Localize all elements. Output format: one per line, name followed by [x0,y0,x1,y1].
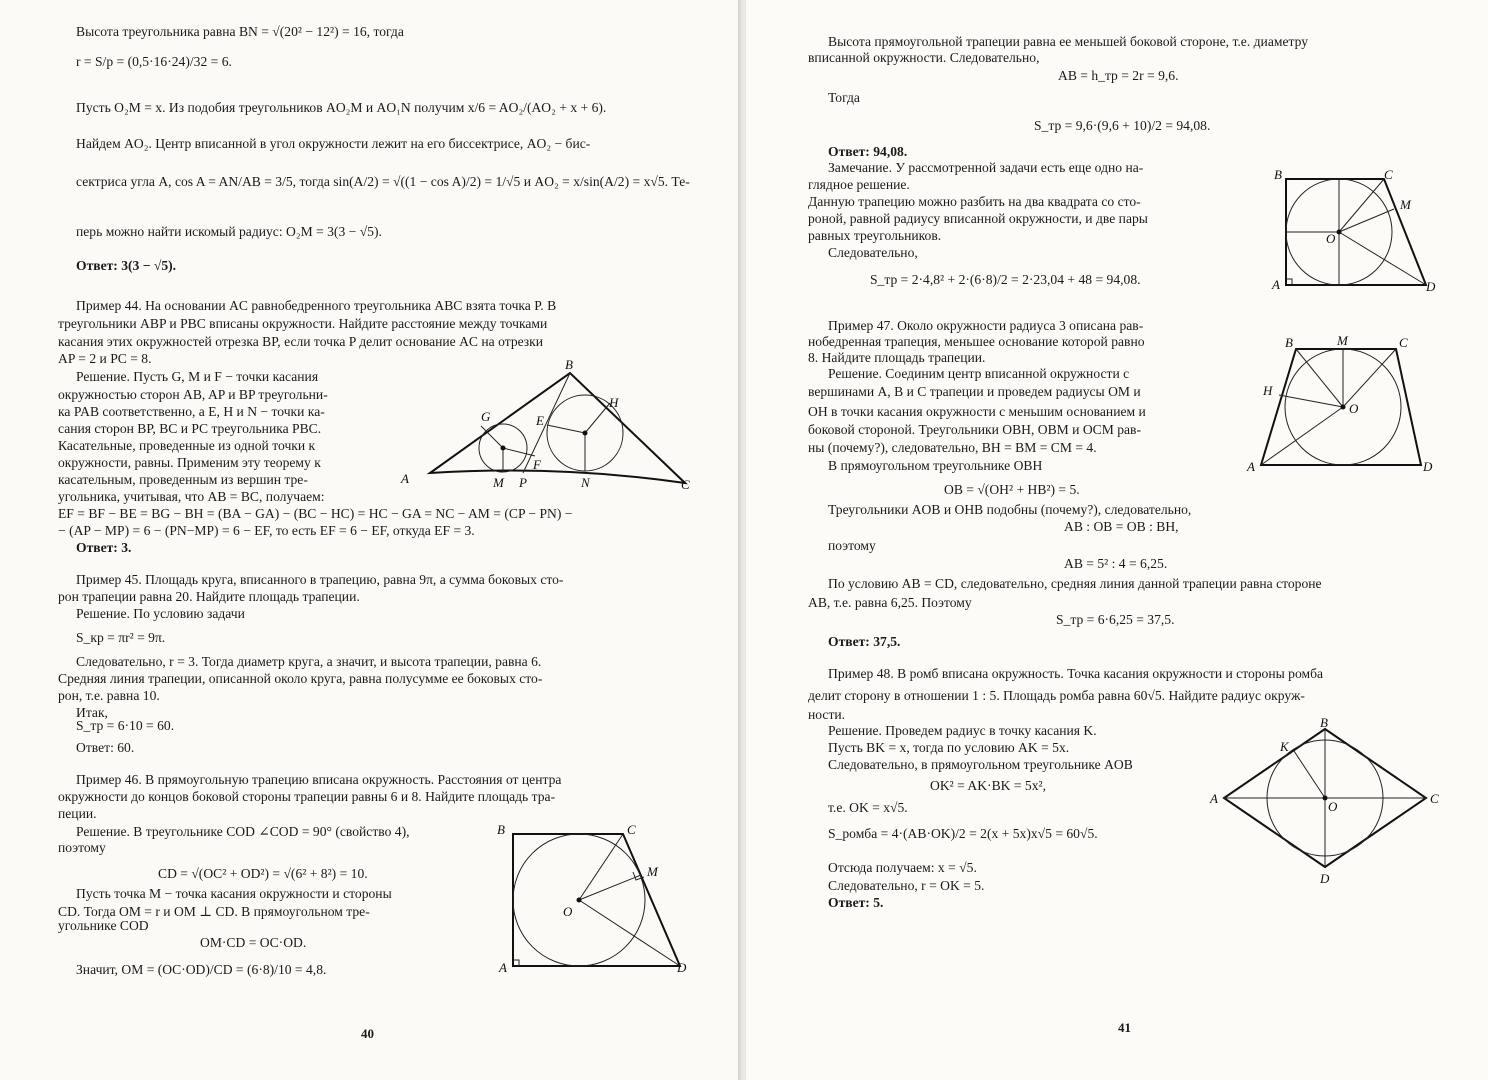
answer: Ответ: 94,08. [828,144,908,159]
text-line: перь можно найти искомый радиус: O₂M = 3(3 − √5). [76,224,382,239]
formula: OK² = AK·BK = 5x², [930,778,1046,793]
trapezoid-figure-46 [495,820,700,980]
text-line: CD. Тогда OM = r и OM ⊥ CD. В прямоугольном тре- [58,904,370,919]
label-M: M [1400,197,1411,212]
text-line: рон, т.е. равна 10. [58,688,160,703]
label-C: C [1430,791,1439,806]
text-line: боковой стороной. Треугольники OBH, OBM и OCM рав- [808,422,1141,437]
label-C: C [627,822,636,837]
label-A: A [1247,459,1255,474]
text-line: Данную трапецию можно разбить на два квадрата со сто- [808,194,1141,209]
text-line: AB, т.е. равна 6,25. Поэтому [808,595,972,610]
text-line: ности. [808,707,846,722]
formula: S_тр = 9,6·(9,6 + 10)/2 = 94,08. [1034,118,1211,133]
text-line: Следовательно, [828,245,918,260]
formula: S_тр = 6·10 = 60. [76,718,175,733]
text-line: окружности, равны. Применим эту теорему к [58,455,321,470]
label-D: D [677,960,687,975]
text-line: Итак, [76,705,108,720]
label-H: H [609,395,619,410]
text-line: Следовательно, r = OK = 5. [828,878,985,893]
text-line: Следовательно, r = 3. Тогда диаметр круга, а значит, и высота трапеции, равна 6. [76,654,542,669]
formula: AB = 5² : 4 = 6,25. [1064,556,1168,571]
text-line: поэтому [828,538,876,553]
label-M: M [1337,333,1348,348]
triangle-figure-44 [395,355,705,495]
text-line: Решение. Пусть G, M и F − точки касания [76,369,319,384]
label-O: O [1326,231,1336,246]
label-B: B [565,357,573,372]
formula: OM·CD = OC·OD. [200,935,307,950]
text-line: Следовательно, в прямоугольном треугольнике AOB [828,757,1133,772]
formula: S_тр = 2·4,8² + 2·(6·8)/2 = 2·23,04 + 48 = 94,08. [870,272,1141,287]
text-line: сания сторон BP, BC и PC треугольника PBC. [58,421,322,436]
label-A: A [401,471,409,486]
text-line: Решение. По условию задачи [76,606,245,621]
text-line: OH в точки касания окружности с меньшим основанием и [808,404,1146,419]
formula: S_тр = 6·6,25 = 37,5. [1056,612,1175,627]
text-line: По условию AB = CD, следовательно, средняя линия данной трапеции равна стороне [828,576,1322,591]
text-line: Высота треугольника равна BN = √(20² − 12²) = 16, тогда [76,24,404,39]
answer: Ответ: 3(3 − √5). [76,258,177,273]
left-page [0,0,742,1080]
label-C: C [681,477,690,492]
label-A: A [1210,791,1218,806]
answer: Ответ: 3. [76,540,132,555]
label-A: A [499,960,507,975]
formula: Значит, OM = (OC·OD)/CD = (6·8)/10 = 4,8. [76,962,327,977]
text-line: окружности до концов боковой стороны трапеции равны 6 и 8. Найдите площадь тра- [58,789,556,804]
formula: AB = h_тр = 2r = 9,6. [1058,68,1179,83]
text-line: 8. Найдите площадь трапеции. [808,350,986,365]
label-D: D [1423,459,1433,474]
formula: S_ромба = 4·(AB·OK)/2 = 2(x + 5x)x√5 = 60√5. [828,826,1098,841]
text-line: Решение. В треугольнике COD ∠COD = 90° (свойство 4), [76,824,410,839]
text-line: AP = 2 и PC = 8. [58,351,152,366]
text-line: касания этих окружностей отрезка BP, если точка P делит основание AC на отрезки [58,334,544,349]
label-B: B [497,822,505,837]
formula: S_кр = πr² = 9π. [76,630,166,645]
label-D: D [1320,871,1330,886]
label-K: K [1280,739,1289,754]
label-F: F [533,457,541,472]
text-line: треугольники ABP и PBC вписаны окружности. Найдите расстояние между точками [58,316,548,331]
label-C: C [1384,167,1393,182]
text-line: угольнике COD [58,918,149,933]
text-line: Средняя линия трапеции, описанной около круга, равна полусумме ее боковых сто- [58,671,543,686]
page-number: 41 [1118,1020,1131,1035]
text-line: вписанной окружности. Следовательно, [808,50,1040,65]
label-M: M [647,864,658,879]
text-line: вершинами A, B и C трапеции и проведем радиусы OM и [808,384,1141,399]
text-line: Пример 44. На основании AC равнобедренного треугольника ABC взята точка P. В [76,298,557,313]
text-line: Решение. Проведем радиус в точку касания K. [828,723,1097,738]
label-H: H [1263,383,1273,398]
text-line: нобедренная трапеция, меньшее основание которой равно [808,334,1145,349]
formula: CD = √(OC² + OD²) = √(6² + 8²) = 10. [158,866,368,881]
text-line: глядное решение. [808,177,910,192]
label-A: A [1272,277,1280,292]
label-O: O [1349,401,1359,416]
answer: Ответ: 5. [828,895,884,910]
text-line: ны (почему?), следовательно, BH = BM = CM = 4. [808,440,1097,455]
text-line: Пример 45. Площадь круга, вписанного в трапецию, равна 9π, а сумма боковых сто- [76,572,564,587]
formula: OB = √(OH² + HB²) = 5. [944,482,1080,497]
rhombus-figure-48 [1208,715,1438,885]
label-N: N [581,475,590,490]
text-line: Треугольники AOB и OHB подобны (почему?), следовательно, [828,502,1192,517]
label-G: G [481,409,491,424]
text-line: Решение. Соединим центр вписанной окружности с [828,366,1130,381]
text-line: касательным, проведенным из вершин тре- [58,472,308,487]
label-B: B [1285,335,1293,350]
text-line: роной, равной радиусу вписанной окружности, и две пары [808,211,1148,226]
text-line: поэтому [58,840,106,855]
label-B: B [1320,715,1328,730]
text-line: т.е. OK = x√5. [828,800,908,815]
text-line: Пример 46. В прямоугольную трапецию вписана окружность. Расстояния от центра [76,772,562,787]
text-line: Замечание. У рассмотренной задачи есть еще одно на- [828,160,1144,175]
text-line: Пусть BK = x, тогда по условию AK = 5x. [828,740,1070,755]
label-E: E [536,413,544,428]
text-line: Пример 47. Около окружности радиуса 3 описана рав- [828,318,1144,333]
text-line: Пусть O₂M = x. Из подобия треугольников AO₂M и AO₁N получим x/6 = AO₂/(AO₂ + x + 6). [76,100,607,115]
text-line: угольника, учитывая, что AB = BC, получаем: [58,489,325,504]
text-line: Касательные, проведенные из одной точки к [58,438,316,453]
text-line: Тогда [828,90,860,105]
text-line: пеции. [58,806,97,821]
text-line: окружностью сторон AB, AP и BP треугольни- [58,387,328,402]
text-line: рон трапеции равна 20. Найдите площадь трапеции. [58,589,360,604]
label-P: P [519,475,527,490]
text-line: делит сторону в отношении 1 : 5. Площадь ромба равна 60√5. Найдите радиус окруж- [808,688,1305,703]
label-M: M [493,475,504,490]
label-D: D [1426,279,1436,294]
label-O: O [563,904,573,919]
label-B: B [1274,167,1282,182]
formula: AB : OB = OB : BH, [1064,519,1179,534]
trapezoid-figure-47 [1247,333,1451,475]
text-line: Высота прямоугольной трапеции равна ее меньшей боковой стороне, т.е. диаметру [828,34,1309,49]
text-line: ка PAB соответственно, а E, H и N − точки ка- [58,404,325,419]
label-C: C [1399,335,1408,350]
text-line: Пример 48. В ромб вписана окружность. Точка касания окружности и стороны ромба [828,666,1324,681]
label-O: O [1328,799,1338,814]
text-line: EF = BF − BE = BG − BH = (BA − GA) − (BC − HC) = HC − GA = NC − AM = (CP − PN) − [58,506,573,521]
text-line: r = S/p = (0,5·16·24)/32 = 6. [76,54,232,69]
text-line: Найдем AO₂. Центр вписанной в угол окружности лежит на его биссектрисе, AO₂ − бис- [76,136,591,151]
right-page [746,0,1488,1080]
text-line: Отсюда получаем: x = √5. [828,860,977,875]
text-line: − (AP − MP) = 6 − (PN−MP) = 6 − EF, то есть EF = 6 − EF, откуда EF = 3. [58,523,475,538]
answer: Ответ: 37,5. [828,634,901,649]
text-line: Пусть точка M − точка касания окружности и стороны [76,886,392,901]
answer: Ответ: 60. [76,740,135,755]
text-line: равных треугольников. [808,228,942,243]
trapezoid-figure-46b [1272,165,1446,295]
page-number: 40 [361,1026,374,1041]
text-line: В прямоугольном треугольнике OBH [828,458,1043,473]
text-line: сектриса угла A, cos A = AN/AB = 3/5, тогда sin(A/2) = √((1 − cos A)/2) = 1/√5 и AO₂ = x/sin(A/2) = x√5. Те- [76,174,690,189]
